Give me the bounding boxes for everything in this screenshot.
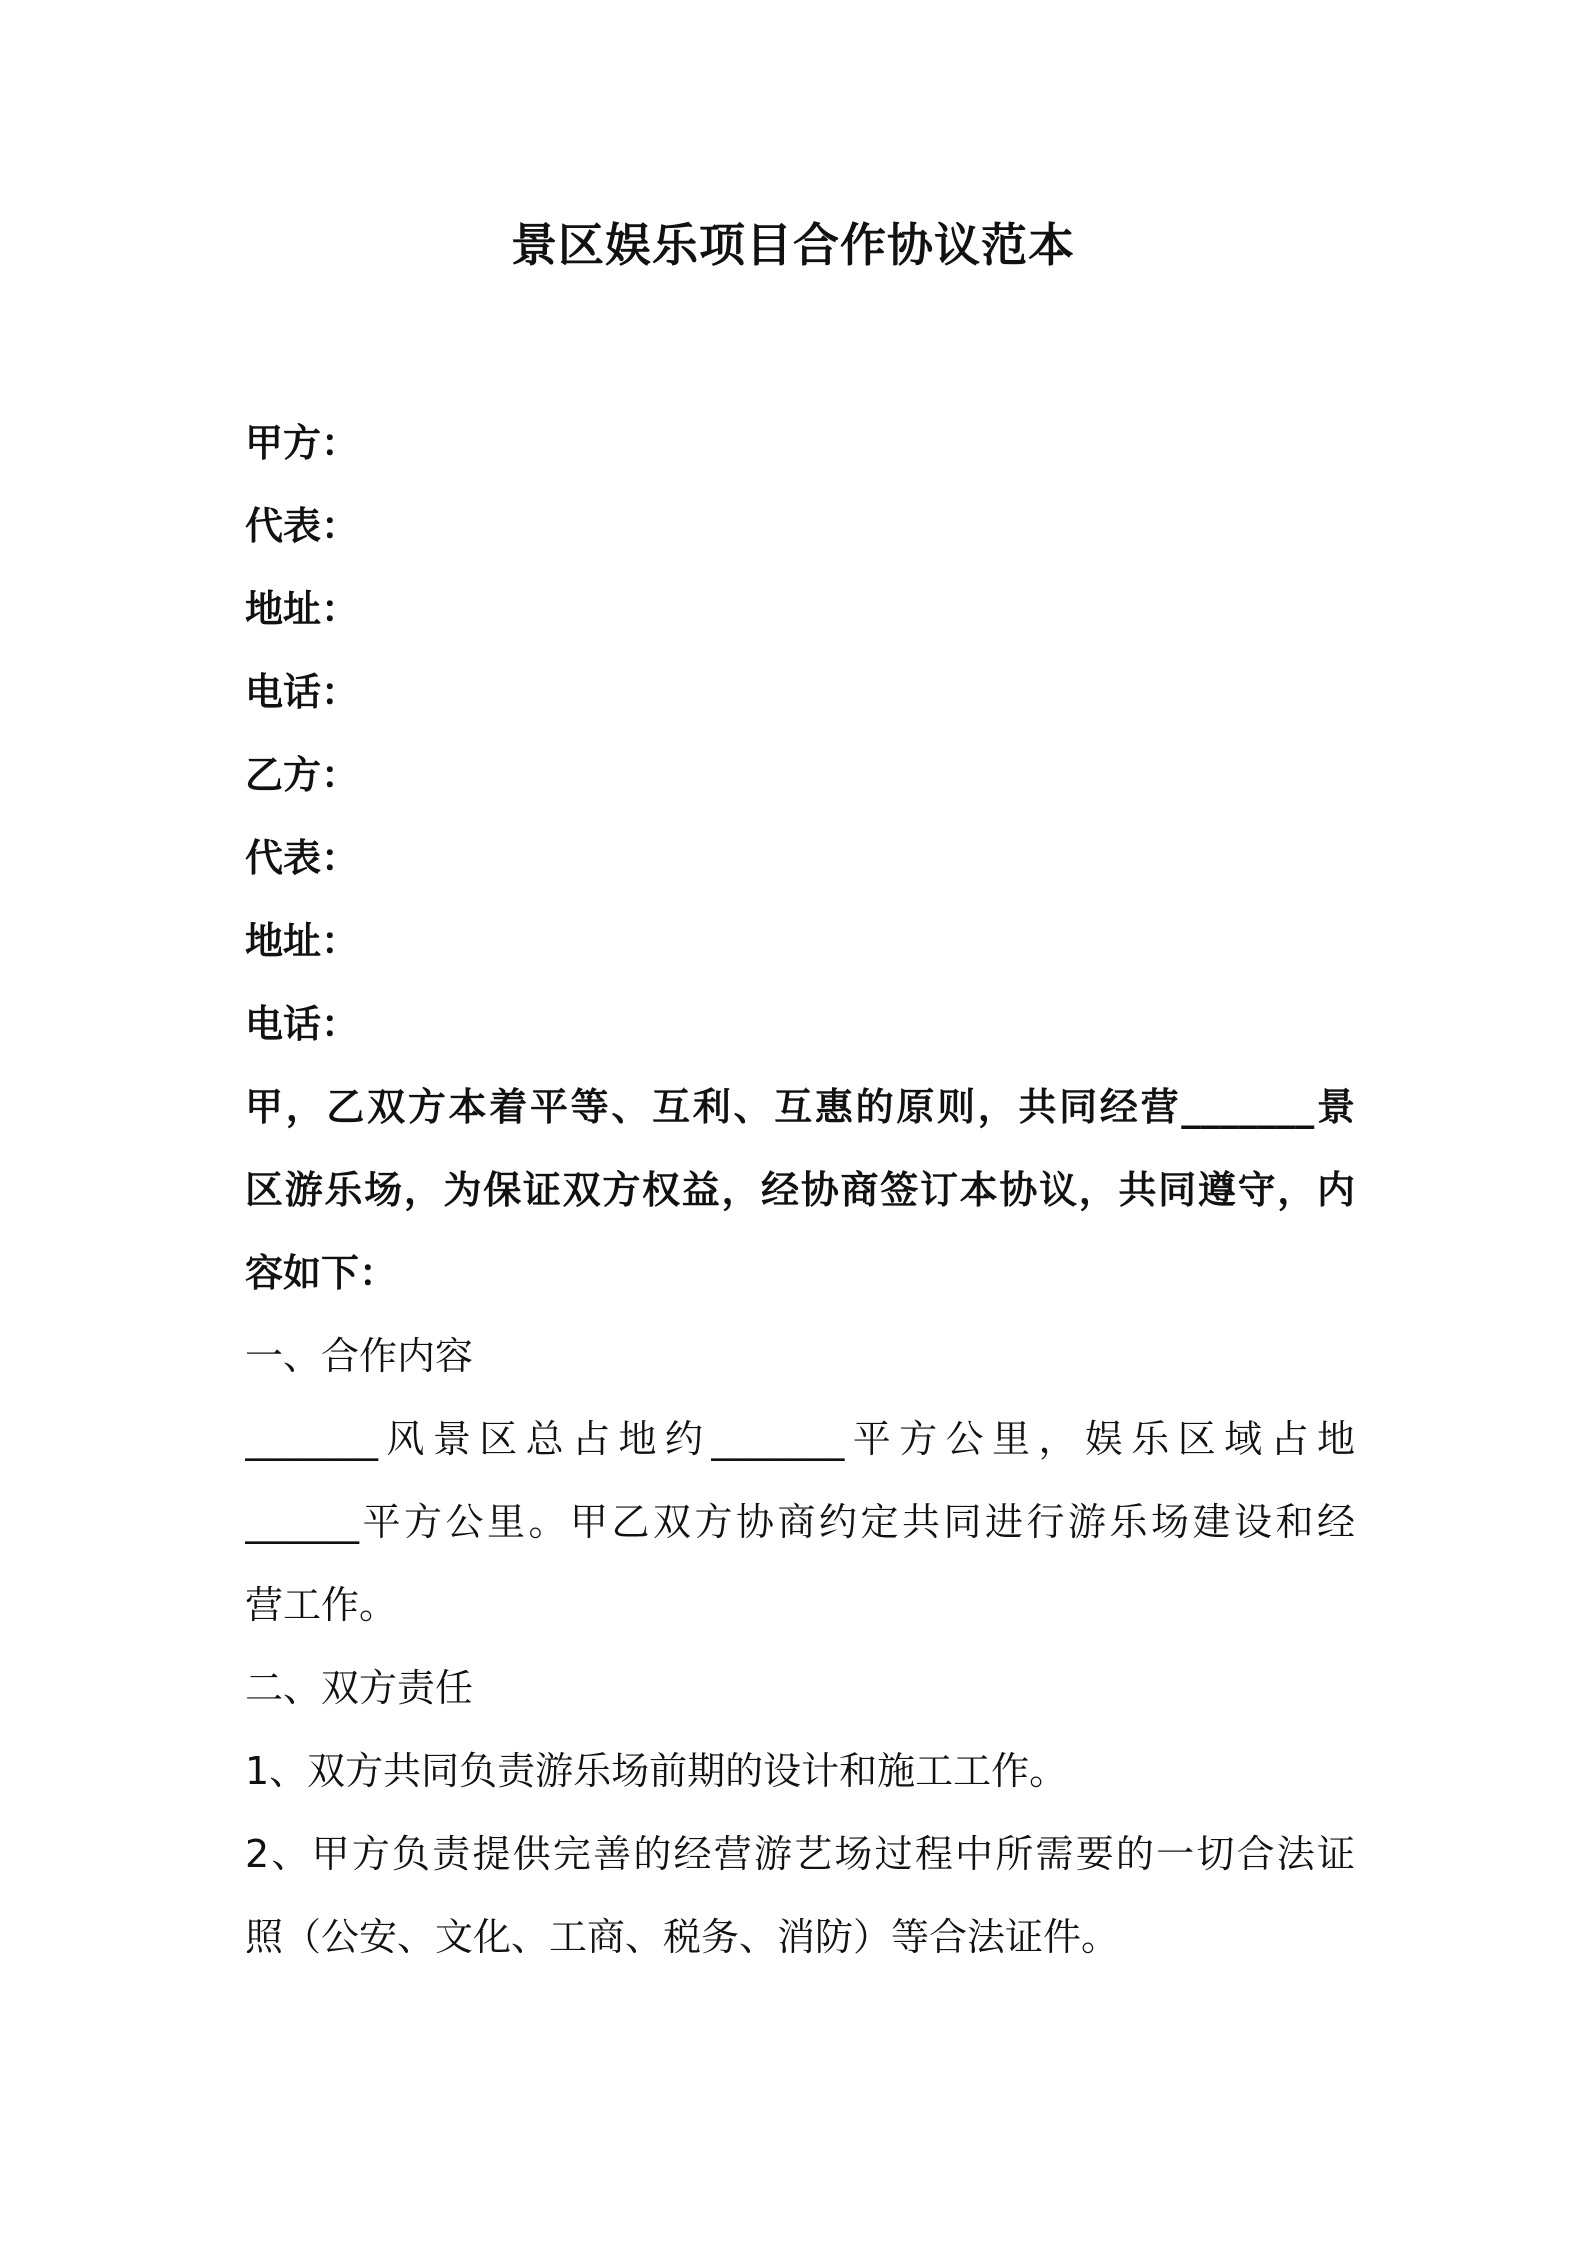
party-b-name-label: 乙方： — [245, 753, 360, 797]
document-body — [245, 402, 1355, 1979]
page-title: 景区娱乐项目合作协议范本 — [511, 218, 1075, 272]
section-paragraph-line: _______风景区总占地约_______平方公里，娱乐区域占地 — [245, 1417, 1355, 1461]
list-item: 照（公安、文化、工商、税务、消防）等合法证件。 — [245, 1915, 1120, 1959]
party-a-name-label: 甲方： — [245, 421, 360, 465]
preamble-line: 区游乐场，为保证双方权益，经协商签订本协议，共同遵守，内 — [245, 1168, 1355, 1212]
party-a-rep-label: 代表： — [245, 504, 360, 548]
party-a-address-label: 地址： — [245, 587, 360, 631]
section-heading: 一、合作内容 — [245, 1334, 474, 1378]
party-a-phone-label: 电话： — [245, 670, 360, 714]
section-heading: 二、双方责任 — [245, 1666, 474, 1710]
party-b-rep-label: 代表： — [245, 836, 360, 880]
list-item: 1、双方共同负责游乐场前期的设计和施工工作。 — [245, 1749, 1068, 1793]
preamble-line: 容如下： — [245, 1251, 398, 1295]
preamble-line: 甲，乙双方本着平等、互利、互惠的原则，共同经营_______景 — [245, 1085, 1355, 1129]
party-b-phone-label: 电话： — [245, 1002, 360, 1046]
party-b-address-label: 地址： — [245, 919, 360, 963]
section-paragraph-line: ______平方公里。甲乙双方协商约定共同进行游乐场建设和经 — [245, 1500, 1355, 1544]
section-paragraph-line: 营工作。 — [245, 1583, 398, 1627]
list-item: 2、甲方负责提供完善的经营游艺场过程中所需要的一切合法证 — [245, 1832, 1355, 1876]
